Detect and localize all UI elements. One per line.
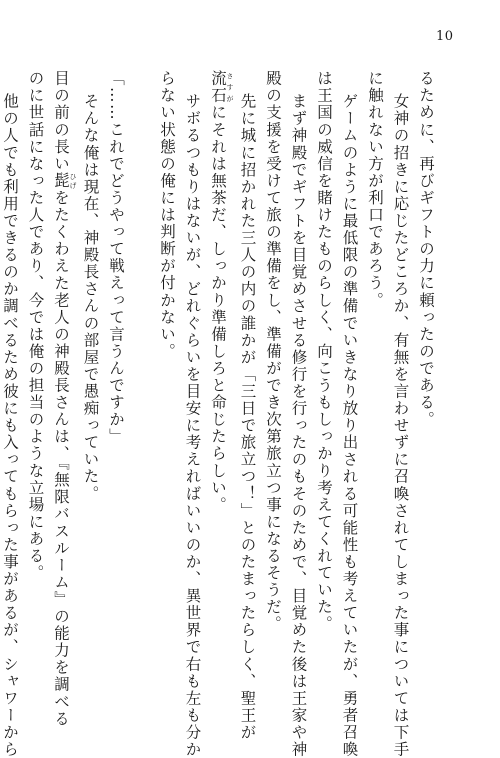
text-line-before-ruby: 目の前の長い <box>52 70 70 173</box>
text-line: は王国の威信を賭けたものらしく、向こうもしっかり考えてくれていた。 <box>315 70 333 633</box>
text-line: 女神の招きに応じたどころか、有無を言わせずに召喚されてしまった事については下手 <box>391 93 410 758</box>
ruby-annotation <box>52 172 77 190</box>
text-line: まず神殿でギフトを目覚めさせる修行を行ったのもそのためで、目覚めた後は王家や神 <box>289 93 308 758</box>
text-line: に触れない方が利口であろう。 <box>366 70 384 309</box>
page-number: 10 <box>436 29 454 44</box>
text-line: るために、再びギフトの力に頼ったのである。 <box>417 70 435 429</box>
text-line-rest: にそれは無茶だ、しっかり準備しろと命じたらしい。 <box>209 104 227 514</box>
text-line-with-ruby <box>205 70 235 670</box>
text-line: らない状態の俺には判断が付かない。 <box>158 70 176 360</box>
text-line: 「……これでどうやって戦えって言うんですか」 <box>107 70 125 446</box>
text-line: 先に城に招かれた三人の内の誰かが「三日で旅立つ！」とのたまったらしく、聖王が <box>238 93 257 742</box>
text-line: サボるつもりはないが、どれぐらいを目安に考えればいいのか、異世界で右も左も分か <box>183 93 202 758</box>
novel-body-text <box>0 70 438 758</box>
text-line: 殿の支援を受けて旅の準備をし、準備ができ次第旅立つ事になるそうだ。 <box>264 70 282 633</box>
ruby-base: 流石 <box>209 70 227 105</box>
ruby-reading: ひげ <box>69 172 77 190</box>
text-line: そんな俺は現在、神殿長さんの部屋で愚痴っていた。 <box>81 93 100 503</box>
text-line: ゲームのように最低限の準備でいきなり放り出される可能性も考えていたが、勇者召喚 <box>340 93 359 758</box>
text-line-with-ruby <box>48 70 78 728</box>
text-line: 他の人でも利用できるのか調べるため彼にも入ってもらった事があるが、シャワーから <box>1 93 19 758</box>
ruby-annotation <box>209 70 234 105</box>
text-line-rest: をたくわえた老人の神殿長さんは、『無限バスルーム』の能力を調べる <box>52 189 70 728</box>
ruby-reading: さすが <box>226 70 234 105</box>
ruby-base: 髭 <box>52 172 70 190</box>
blank-line <box>128 70 154 670</box>
text-line: のに世話になった人であり、今では俺の担当のような立場にある。 <box>26 70 45 582</box>
